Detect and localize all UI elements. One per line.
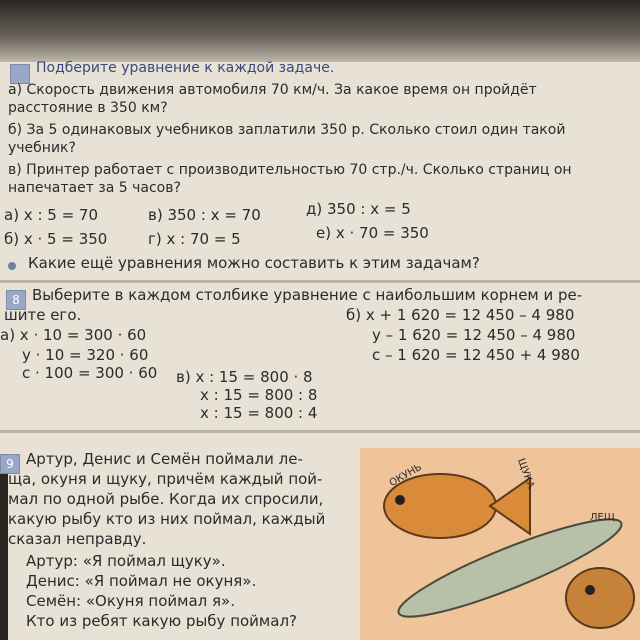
task9-line: Артур: «Я поймал щуку». bbox=[26, 552, 226, 570]
divider bbox=[0, 430, 640, 433]
fish-label: ЛЕЩ bbox=[590, 512, 615, 523]
equation: x : 15 = 800 : 8 bbox=[200, 386, 318, 404]
equation: а) x : 5 = 70 bbox=[4, 206, 99, 224]
equation: б) x + 1 620 = 12 450 – 4 980 bbox=[346, 306, 575, 324]
top-shadow bbox=[0, 0, 640, 62]
equation: б) x · 5 = 350 bbox=[4, 230, 108, 248]
equation: в) x : 15 = 800 · 8 bbox=[176, 368, 313, 386]
task7-question: Какие ещё уравнения можно составить к этим задачам? bbox=[28, 254, 480, 272]
task9-line: сказал неправду. bbox=[8, 530, 147, 548]
task9-line: мал по одной рыбе. Когда их спросили, bbox=[8, 490, 324, 508]
equation: c · 100 = 300 · 60 bbox=[22, 364, 158, 382]
equation: y · 10 = 320 · 60 bbox=[22, 346, 149, 364]
equation: x : 15 = 800 : 4 bbox=[200, 404, 318, 422]
equation: е) x · 70 = 350 bbox=[316, 224, 429, 242]
equation: а) x · 10 = 300 · 60 bbox=[0, 326, 147, 344]
task7-b: б) За 5 одинаковых учебников заплатили 350 р. Сколько стоил один такой bbox=[8, 122, 566, 138]
task9-line: ща, окуня и щуку, причём каждый пой- bbox=[8, 470, 323, 488]
task9-line: Семён: «Окуня поймал я». bbox=[26, 592, 235, 610]
equation: г) x : 70 = 5 bbox=[148, 230, 241, 248]
task7-b2: учебник? bbox=[8, 140, 76, 156]
task9-number: 9 bbox=[0, 454, 20, 474]
task9-line: Артур, Денис и Семён поймали ле- bbox=[26, 450, 303, 468]
equation: д) 350 : x = 5 bbox=[306, 200, 411, 218]
task9-line: Денис: «Я поймал не окуня». bbox=[26, 572, 257, 590]
page-edge bbox=[0, 456, 8, 640]
task9-line: Кто из ребят какую рыбу поймал? bbox=[26, 612, 297, 630]
task-marker bbox=[10, 64, 30, 84]
task7-c: в) Принтер работает с производительностью 70 стр./ч. Сколько страниц он bbox=[8, 162, 572, 178]
equation: c – 1 620 = 12 450 + 4 980 bbox=[372, 346, 580, 364]
fish-illustration bbox=[360, 448, 640, 640]
equation: в) 350 : x = 70 bbox=[148, 206, 261, 224]
task7-a2: расстояние в 350 км? bbox=[8, 100, 168, 116]
divider bbox=[0, 280, 640, 283]
task7-header: Подберите уравнение к каждой задаче. bbox=[36, 60, 335, 76]
bullet-icon bbox=[8, 262, 16, 270]
task8-header2: шите его. bbox=[4, 306, 82, 324]
fish-label: ЩУКА bbox=[515, 457, 536, 490]
task7-a: а) Скорость движения автомобиля 70 км/ч. За какое время он пройдёт bbox=[8, 82, 537, 98]
task9-line: какую рыбу кто из них поймал, каждый bbox=[8, 510, 326, 528]
fish-label: ОКУНЬ bbox=[387, 461, 424, 490]
task8-number: 8 bbox=[6, 290, 26, 310]
task7-c2: напечатает за 5 часов? bbox=[8, 180, 181, 196]
task8-header: Выберите в каждом столбике уравнение с наибольшим корнем и ре- bbox=[32, 286, 583, 304]
equation: y – 1 620 = 12 450 – 4 980 bbox=[372, 326, 576, 344]
